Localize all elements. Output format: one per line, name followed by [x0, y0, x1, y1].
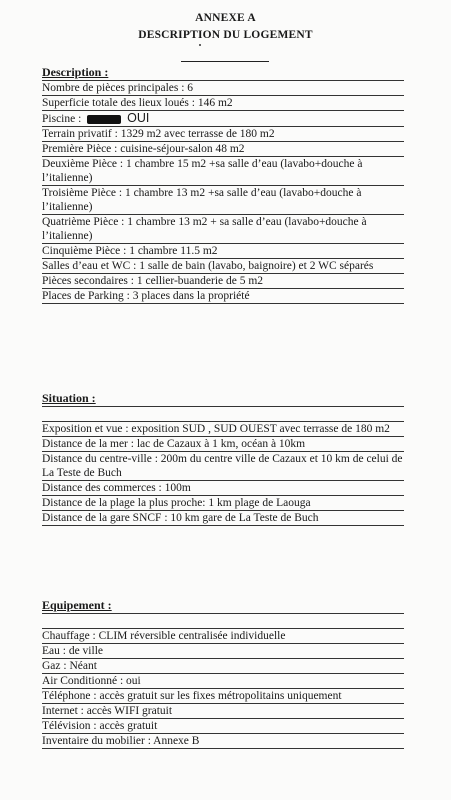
equipement-row-climatisation: Air Conditionné : oui — [42, 674, 404, 689]
description-row-piece-2: Deuxième Pièce : 1 chambre 15 m2 +sa salle d’eau (lavabo+douche à l’italienne) — [42, 157, 404, 186]
title-underline — [181, 61, 269, 62]
equipement-row-television: Télévision : accès gratuit — [42, 719, 404, 734]
situation-row-mer: Distance de la mer : lac de Cazaux à 1 km, océan à 10km — [42, 437, 404, 452]
description-heading: Description : — [42, 65, 404, 81]
description-row-pieces-secondaires: Pièces secondaires : 1 cellier-buanderie de 5 m2 — [42, 274, 404, 289]
equipement-row-telephone: Téléphone : accès gratuit sur les fixes métropolitains uniquement — [42, 689, 404, 704]
situation-heading: Situation : — [42, 391, 404, 407]
description-row-piece-5: Cinquième Pièce : 1 chambre 11.5 m2 — [42, 244, 404, 259]
situation-row-gare: Distance de la gare SNCF : 10 km gare de La Teste de Buch — [42, 511, 404, 526]
equipement-row-inventaire: Inventaire du mobilier : Annexe B — [42, 734, 404, 749]
description-row-piscine — [42, 111, 404, 127]
stray-dot — [199, 44, 201, 46]
document-title: DESCRIPTION DU LOGEMENT — [138, 29, 313, 41]
equipement-row-eau: Eau : de ville — [42, 644, 404, 659]
description-row-piece-3: Troisième Pièce : 1 chambre 13 m2 +sa salle d’eau (lavabo+douche à l’italienne) — [42, 186, 404, 215]
situation-row-centre-ville: Distance du centre-ville : 200m du centre ville de Cazaux et 10 km de celui de La Teste de Buch — [42, 453, 403, 479]
description-row-piece-1: Première Pièce : cuisine-séjour-salon 48 m2 — [42, 142, 404, 157]
equipement-heading: Equipement : — [42, 598, 404, 614]
equipement-row-gaz: Gaz : Néant — [42, 659, 404, 674]
piscine-value: OUI — [127, 111, 150, 125]
description-row-terrain: Terrain privatif : 1329 m2 avec terrasse de 180 m2 — [42, 127, 404, 142]
piscine-label: Piscine : — [42, 113, 85, 125]
situation-row-exposition: Exposition et vue : exposition SUD , SUD OUEST avec terrasse de 180 m2 — [42, 422, 404, 437]
situation-row-commerces: Distance des commerces : 100m — [42, 481, 404, 496]
description-row-piece-4: Quatrième Pièce : 1 chambre 13 m2 + sa salle d’eau (lavabo+douche à l’italienne) — [42, 215, 404, 244]
redaction-mark — [87, 115, 121, 124]
equipement-section — [42, 598, 404, 749]
description-row-pieces: Nombre de pièces principales : 6 — [42, 81, 404, 96]
blank-row — [42, 614, 404, 629]
equipement-row-chauffage: Chauffage : CLIM réversible centralisée individuelle — [42, 629, 404, 644]
situation-section — [42, 391, 404, 526]
situation-row-plage: Distance de la plage la plus proche: 1 km plage de Laouga — [42, 496, 404, 511]
blank-row — [42, 407, 404, 422]
description-row-superficie: Superficie totale des lieux loués : 146 m2 — [42, 96, 404, 111]
equipement-row-internet: Internet : accès WIFI gratuit — [42, 704, 404, 719]
description-row-parking: Places de Parking : 3 places dans la propriété — [42, 289, 404, 304]
description-section — [42, 65, 404, 304]
description-row-salles-eau: Salles d’eau et WC : 1 salle de bain (lavabo, baignoire) et 2 WC séparés — [42, 259, 404, 274]
annex-title: ANNEXE A — [195, 12, 256, 24]
